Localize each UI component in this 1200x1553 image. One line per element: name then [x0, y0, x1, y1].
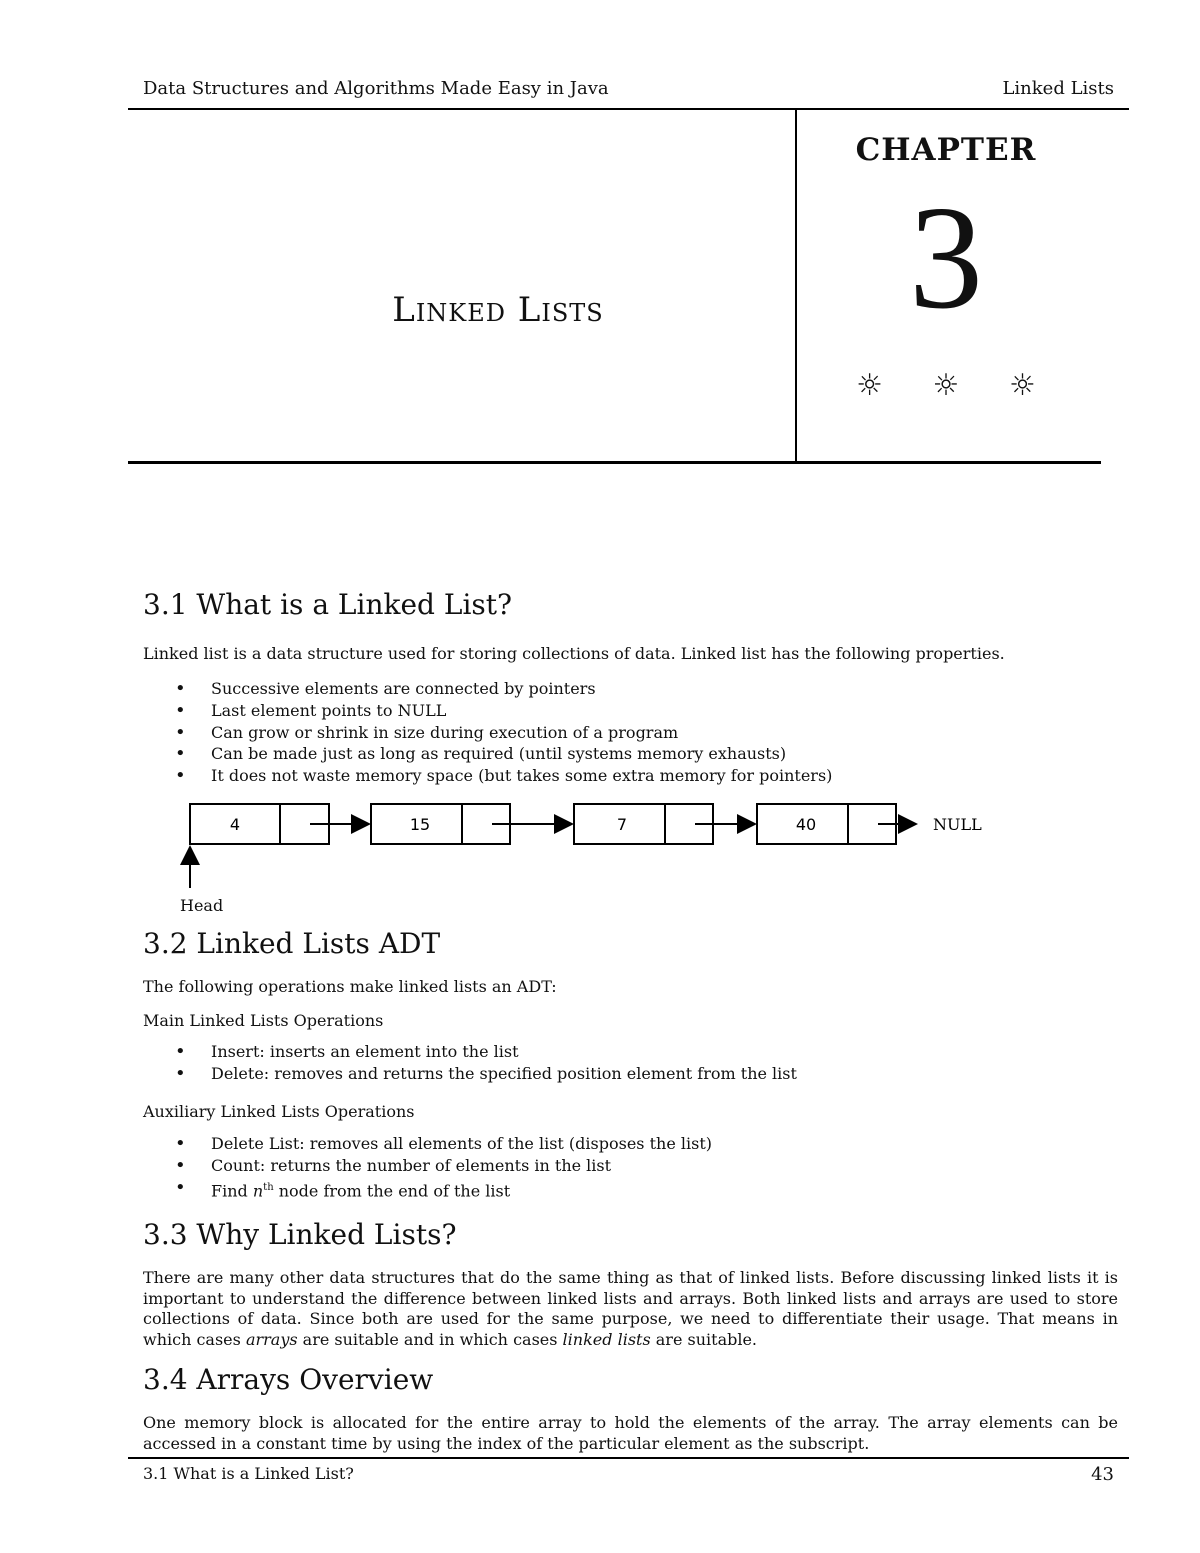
paragraph-text: There are many other data structures that do the same thing as that of linked lists. Before discussing linked lists it is important to understand the difference between linked lists and arrays. Both linked lists and arrays are used to store collections of data. Since both are used for the same purpose, we need to differentiate their usage. That means in which cases: [143, 1268, 1118, 1349]
sun-icon: ☼: [932, 368, 960, 403]
chapter-bottom-rule: [128, 461, 1101, 464]
chapter-title: Linked Lists: [392, 290, 604, 330]
list-item: • Insert: inserts an element into the list: [175, 1041, 797, 1063]
find-suffix: node from the end of the list: [273, 1180, 511, 1200]
running-header: [143, 78, 1114, 104]
paragraph-text: are suitable and in which cases: [297, 1329, 563, 1349]
page-footer: [143, 1464, 1114, 1488]
node-value: 4: [229, 815, 241, 834]
paragraph-text: are suitable.: [650, 1329, 758, 1349]
chapter-label: CHAPTER: [855, 132, 1037, 168]
list-item: [175, 1177, 712, 1199]
node-value: 40: [795, 815, 817, 834]
find-superscript: th: [263, 1181, 274, 1193]
list-node: [371, 804, 510, 844]
list-item: • Last element points to NULL: [175, 700, 832, 722]
header-rule: [128, 108, 1129, 110]
section-title-3-1: 3.1 What is a Linked List?: [143, 588, 513, 621]
list-item: • Delete: removes and returns the specified position element from the list: [175, 1063, 797, 1085]
sun-icon: ☼: [856, 368, 883, 403]
section-title-3-4: 3.4 Arrays Overview: [143, 1363, 434, 1396]
node-value: 7: [616, 815, 628, 834]
list-node: [190, 804, 329, 844]
null-label: NULL: [933, 815, 982, 834]
section-3-4-paragraph: One memory block is allocated for the entire array to hold the elements of the array. The array elements can be accessed in a constant time by using the index of the particular element as the subscript.: [143, 1413, 1118, 1453]
list-item: • Can be made just as long as required (until systems memory exhausts): [175, 743, 832, 765]
ornament-row: [796, 368, 1096, 403]
footer-section-ref: 3.1 What is a Linked List?: [143, 1464, 354, 1483]
list-item: • It does not waste memory space (but takes some extra memory for pointers): [175, 765, 832, 787]
emphasis-linked-lists: linked lists: [562, 1329, 651, 1349]
list-node: [574, 804, 713, 844]
list-item: • Successive elements are connected by pointers: [175, 678, 832, 700]
main-operations-heading: Main Linked Lists Operations: [143, 1011, 384, 1030]
emphasis-arrays: arrays: [245, 1329, 298, 1349]
chapter-number: 3: [909, 176, 983, 340]
book-title: Data Structures and Algorithms Made Easy in Java: [143, 78, 609, 99]
main-operations-list: [175, 1041, 797, 1085]
sun-icon: ☼: [1009, 368, 1036, 403]
node-value: 15: [409, 815, 431, 834]
find-variable: n: [252, 1180, 264, 1200]
list-item: • Delete List: removes all elements of the list (disposes the list): [175, 1133, 712, 1155]
list-item: • Count: returns the number of elements in the list: [175, 1155, 712, 1177]
header-chapter-name: Linked Lists: [1002, 78, 1114, 99]
page-number: 43: [1091, 1464, 1114, 1485]
section-3-3-paragraph: [143, 1268, 1118, 1350]
list-item: • Can grow or shrink in size during execution of a program: [175, 722, 832, 744]
auxiliary-operations-heading: Auxiliary Linked Lists Operations: [143, 1102, 415, 1121]
linked-list-properties: [175, 678, 832, 787]
footer-rule: [128, 1457, 1129, 1459]
find-prefix: Find: [211, 1180, 253, 1200]
section-3-1-intro: Linked list is a data structure used for storing collections of data. Linked list has the following properties.: [143, 644, 1005, 663]
section-3-2-intro: The following operations make linked lists an ADT:: [143, 977, 557, 996]
head-label: Head: [180, 896, 224, 915]
section-title-3-3: 3.3 Why Linked Lists?: [143, 1218, 457, 1251]
list-node: [757, 804, 896, 844]
section-title-3-2: 3.2 Linked Lists ADT: [143, 927, 441, 960]
auxiliary-operations-list: [175, 1133, 712, 1198]
